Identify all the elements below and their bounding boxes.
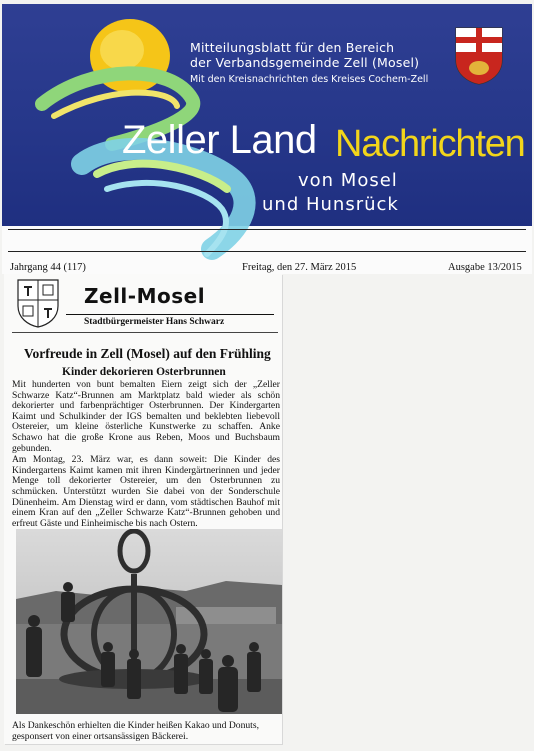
easter-fountain-photo — [16, 529, 282, 714]
masthead-title-part1: Zeller Land — [122, 118, 317, 162]
zell-crest-icon — [16, 278, 60, 328]
masthead-subtitle-line3: Mit den Kreisnachrichten des Kreises Cochem-Zell — [190, 74, 429, 85]
masthead-subtitle-line1: Mitteilungsblatt für den Bereich — [190, 40, 395, 55]
masthead-rule-bottom — [8, 251, 526, 252]
section-subtitle: Stadtbürgermeister Hans Schwarz — [84, 317, 225, 327]
yellow-swoosh — [54, 93, 177, 116]
sun-highlight — [100, 30, 144, 70]
article-photo — [16, 529, 282, 714]
masthead-title-sub1: von Mosel — [298, 170, 398, 191]
masthead-rule-top — [8, 229, 526, 230]
masthead-title-sub2: und Hunsrück — [262, 194, 399, 215]
article-body — [12, 380, 280, 530]
article-top-border — [12, 332, 278, 333]
section-rule — [66, 314, 274, 315]
section-title: Zell-Mosel — [84, 284, 206, 308]
date-label: Freitag, den 27. März 2015 — [242, 262, 357, 273]
masthead-subtitle-line2: der Verbandsgemeinde Zell (Mosel) — [190, 55, 420, 70]
issue-label: Ausgabe 13/2015 — [448, 262, 522, 273]
article-paragraph-1: Mit hunderten von bunt bemalten Eiern zeigt sich der „Zeller Schwarze Katz“-Brunnen am Marktplatz bald wieder als schön dekorierter und farbenprächtiger Osterbrunnen. Der Kindergarten Kaimt und Schulkinder der IGS bemalten und beklebten liebevoll Ostereier, um kleine österliche Kunstwerke zu schaffen. Anke Schawo hat die große Krone aus Reben, Moos und Buchsbaum gebunden. — [12, 379, 280, 454]
coat-of-arms-icon — [454, 26, 504, 86]
article-headline: Vorfreude in Zell (Mosel) auf den Frühling — [24, 346, 271, 361]
photo-caption: Als Dankeschön erhielten die Kinder heißen Kakao und Donuts, gesponsert von einer ortsansässigen Bäckerei. — [12, 720, 259, 742]
article-clipping — [4, 274, 282, 744]
newspaper-masthead — [2, 4, 532, 274]
article-paragraph-2: Am Montag, 23. März war, es dann soweit: Die Kinder des Kindergartens Kaimt kamen mit ihren Kindergärtnerinnen und jeder Menge toll dekorierter Ostereier, um den Osterbrunnen zu schmücken. Unterstützt wurden Sie dabei von der Sonderschule Dünenheim. Am Dienstag wird er dann, vom städtischen Bauhof mit einem Kran auf den „Zeller Schwarze Katz“-Brunnen gehoben und erfreut Gäste und Einheimische bis nach Ostern. — [12, 454, 280, 529]
article-subheadline: Kinder dekorieren Osterbrunnen — [62, 366, 226, 378]
section-header — [4, 274, 276, 328]
volume-label: Jahrgang 44 (117) — [10, 262, 86, 273]
masthead-title-part2: Nachrichten — [335, 123, 525, 165]
